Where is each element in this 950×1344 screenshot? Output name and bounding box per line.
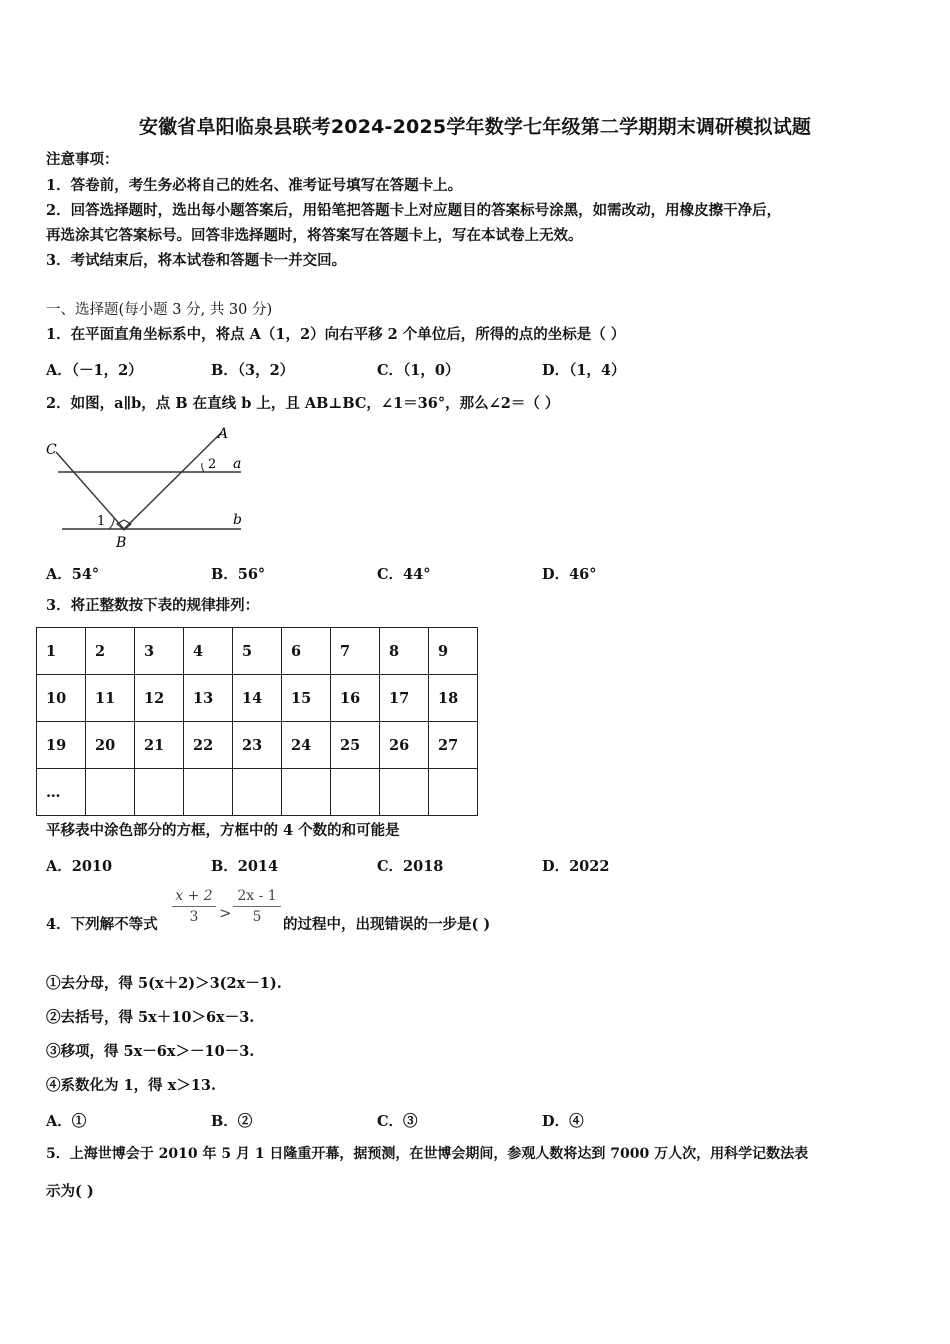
label-b-line: b bbox=[233, 512, 242, 528]
q4-stem-post: 的过程中，出现错误的一步是( ) bbox=[283, 916, 491, 933]
table-cell: 9 bbox=[429, 628, 478, 675]
table-cell: … bbox=[37, 769, 86, 816]
label-angle-1: 1 bbox=[97, 514, 106, 529]
q2-option-d: D．46° bbox=[542, 566, 597, 583]
q2-option-c: C．44° bbox=[377, 566, 431, 583]
label-a-line: a bbox=[233, 456, 242, 472]
table-row bbox=[37, 722, 478, 769]
q4-option-c: C．③ bbox=[377, 1113, 418, 1130]
notice-item: 1．答卷前，考生务必将自己的姓名、准考证号填写在答题卡上。 bbox=[46, 177, 463, 194]
q3-option-a: A．2010 bbox=[46, 858, 113, 875]
table-cell bbox=[429, 769, 478, 816]
table-cell bbox=[282, 769, 331, 816]
notice-item: 2．回答选择题时，选出每小题答案后，用铅笔把答题卡上对应题目的答案标号涂黑，如需改动，用橡皮擦干净后， bbox=[46, 202, 782, 219]
table-cell: 5 bbox=[233, 628, 282, 675]
table-cell bbox=[86, 769, 135, 816]
table-cell: 7 bbox=[331, 628, 380, 675]
q4-step-3: ③移项，得 5x－6x＞－10－3. bbox=[46, 1043, 255, 1060]
table-cell: 23 bbox=[233, 722, 282, 769]
angle-2-arc bbox=[202, 463, 204, 472]
table-cell: 13 bbox=[184, 675, 233, 722]
table-cell: 14 bbox=[233, 675, 282, 722]
page-title: 安徽省阜阳临泉县联考2024-2025学年数学七年级第二学期期末调研模拟试题 bbox=[138, 116, 812, 138]
parallel-lines-figure bbox=[40, 420, 260, 555]
fraction-2-numerator: 2x - 1 bbox=[237, 888, 277, 904]
table-cell: 16 bbox=[331, 675, 380, 722]
notice-item: 3．考试结束后，将本试卷和答题卡一并交回。 bbox=[46, 252, 347, 269]
q1-option-c: C．（1，0） bbox=[377, 362, 460, 379]
fraction-2-bar bbox=[233, 906, 281, 907]
table-cell: 3 bbox=[135, 628, 184, 675]
table-cell: 10 bbox=[37, 675, 86, 722]
table-cell: 1 bbox=[37, 628, 86, 675]
number-table bbox=[36, 627, 478, 816]
table-cell: 27 bbox=[429, 722, 478, 769]
q1-option-a: A．（－1，2） bbox=[46, 362, 143, 379]
table-cell: 18 bbox=[429, 675, 478, 722]
angle-1-arc bbox=[109, 518, 114, 529]
q4-step-4: ④系数化为 1，得 x＞13. bbox=[46, 1077, 217, 1094]
q3-option-b: B．2014 bbox=[211, 858, 279, 875]
section-heading: 一、选择题(每小题 3 分, 共 30 分) bbox=[46, 302, 273, 318]
notice-item: 再选涂其它答案标号。回答非选择题时，将答案写在答题卡上，写在本试卷上无效。 bbox=[46, 227, 583, 244]
table-cell: 26 bbox=[380, 722, 429, 769]
q3-stem: 3．将正整数按下表的规律排列： bbox=[46, 597, 260, 614]
q3-option-c: C．2018 bbox=[377, 858, 444, 875]
table-cell: 20 bbox=[86, 722, 135, 769]
greater-than-sign: > bbox=[219, 904, 232, 922]
label-c: C bbox=[46, 442, 57, 458]
table-cell: 11 bbox=[86, 675, 135, 722]
q5-stem-line2: 示为( ) bbox=[46, 1183, 94, 1200]
q1-option-b: B．（3，2） bbox=[211, 362, 295, 379]
fraction-1 bbox=[172, 888, 216, 925]
fraction-2-denominator: 5 bbox=[252, 909, 262, 925]
table-cell: 17 bbox=[380, 675, 429, 722]
label-a-point: A bbox=[218, 426, 229, 442]
q2-option-b: B．56° bbox=[211, 566, 266, 583]
q4-step-1: ①去分母，得 5(x＋2)＞3(2x－1). bbox=[46, 975, 282, 992]
table-cell: 24 bbox=[282, 722, 331, 769]
label-b-point: B bbox=[116, 535, 127, 551]
fraction-1-numerator: x + 2 bbox=[175, 888, 213, 904]
table-cell bbox=[184, 769, 233, 816]
q2-option-a: A．54° bbox=[46, 566, 100, 583]
q4-option-b: B．② bbox=[211, 1113, 253, 1130]
q3-after-table: 平移表中涂色部分的方框，方框中的 4 个数的和可能是 bbox=[46, 822, 400, 839]
table-cell: 12 bbox=[135, 675, 184, 722]
table-cell: 21 bbox=[135, 722, 184, 769]
q1-stem: 1．在平面直角坐标系中，将点 A（1，2）向右平移 2 个单位后，所得的点的坐标是（ ） bbox=[46, 326, 626, 343]
table-cell: 6 bbox=[282, 628, 331, 675]
table-cell bbox=[331, 769, 380, 816]
table-cell bbox=[233, 769, 282, 816]
table-row bbox=[37, 675, 478, 722]
table-cell: 2 bbox=[86, 628, 135, 675]
q4-option-a: A．① bbox=[46, 1113, 87, 1130]
table-cell: 25 bbox=[331, 722, 380, 769]
q1-option-d: D．（1，4） bbox=[542, 362, 626, 379]
q2-stem: 2．如图，a∥b，点 B 在直线 b 上，且 AB⊥BC，∠1＝36°，那么∠2＝（ ） bbox=[46, 395, 560, 412]
q3-option-d: D．2022 bbox=[542, 858, 610, 875]
fraction-1-denominator: 3 bbox=[189, 909, 199, 925]
table-cell: 19 bbox=[37, 722, 86, 769]
table-row bbox=[37, 769, 478, 816]
table-cell: 22 bbox=[184, 722, 233, 769]
table-cell: 8 bbox=[380, 628, 429, 675]
table-cell: 15 bbox=[282, 675, 331, 722]
segment-ba bbox=[124, 432, 222, 529]
fraction-2 bbox=[233, 888, 281, 925]
q4-option-d: D．④ bbox=[542, 1113, 584, 1130]
table-row bbox=[37, 628, 478, 675]
table-cell bbox=[380, 769, 429, 816]
q5-stem-line1: 5．上海世博会于 2010 年 5 月 1 日隆重开幕，据预测，在世博会期间，参观人数将达到 7000 万人次，用科学记数法表 bbox=[46, 1146, 809, 1162]
label-angle-2: 2 bbox=[208, 457, 217, 472]
q4-step-2: ②去括号，得 5x＋10＞6x－3. bbox=[46, 1009, 255, 1026]
notice-heading: 注意事项： bbox=[46, 151, 119, 168]
table-cell bbox=[135, 769, 184, 816]
table-cell: 4 bbox=[184, 628, 233, 675]
q4-stem-pre: 4．下列解不等式 bbox=[46, 916, 158, 933]
fraction-1-bar bbox=[172, 906, 216, 907]
segment-bc bbox=[56, 452, 124, 529]
